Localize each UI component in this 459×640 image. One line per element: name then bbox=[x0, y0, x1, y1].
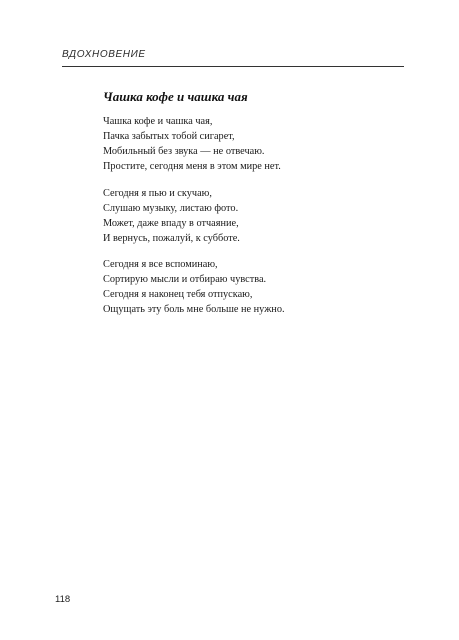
poem-line: Сегодня я все вспоминаю, bbox=[103, 259, 218, 270]
poem-line: Простите, сегодня меня в этом мире нет. bbox=[103, 161, 281, 172]
page-number: 118 bbox=[55, 594, 71, 605]
running-head: ВДОХНОВЕНИЕ bbox=[62, 49, 146, 60]
poem-line: Слушаю музыку, листаю фото. bbox=[103, 202, 239, 214]
poem-title: Чашка кофе и чашка чая bbox=[103, 89, 248, 104]
header-rule bbox=[62, 66, 404, 67]
stanza-2 bbox=[103, 186, 403, 246]
stanza-1 bbox=[103, 114, 403, 174]
stanza-3 bbox=[103, 257, 403, 317]
poem-line: Может, даже впаду в отчаяние, bbox=[103, 217, 239, 229]
poem-line: И вернусь, пожалуй, к субботе. bbox=[103, 232, 240, 244]
poem-line: Чашка кофе и чашка чая, bbox=[103, 116, 213, 127]
poem-body bbox=[103, 114, 403, 329]
poem-line: Пачка забытых тобой сигарет, bbox=[103, 131, 235, 142]
poem-line: Сортирую мысли и отбираю чувства. bbox=[103, 274, 267, 285]
poem-line: Сегодня я наконец тебя отпускаю, bbox=[103, 289, 253, 300]
poem-line: Ощущать эту боль мне больше не нужно. bbox=[103, 304, 285, 315]
poem-line: Сегодня я пью и скучаю, bbox=[103, 187, 212, 199]
poem-line: Мобильный без звука — не отвечаю. bbox=[103, 146, 265, 157]
